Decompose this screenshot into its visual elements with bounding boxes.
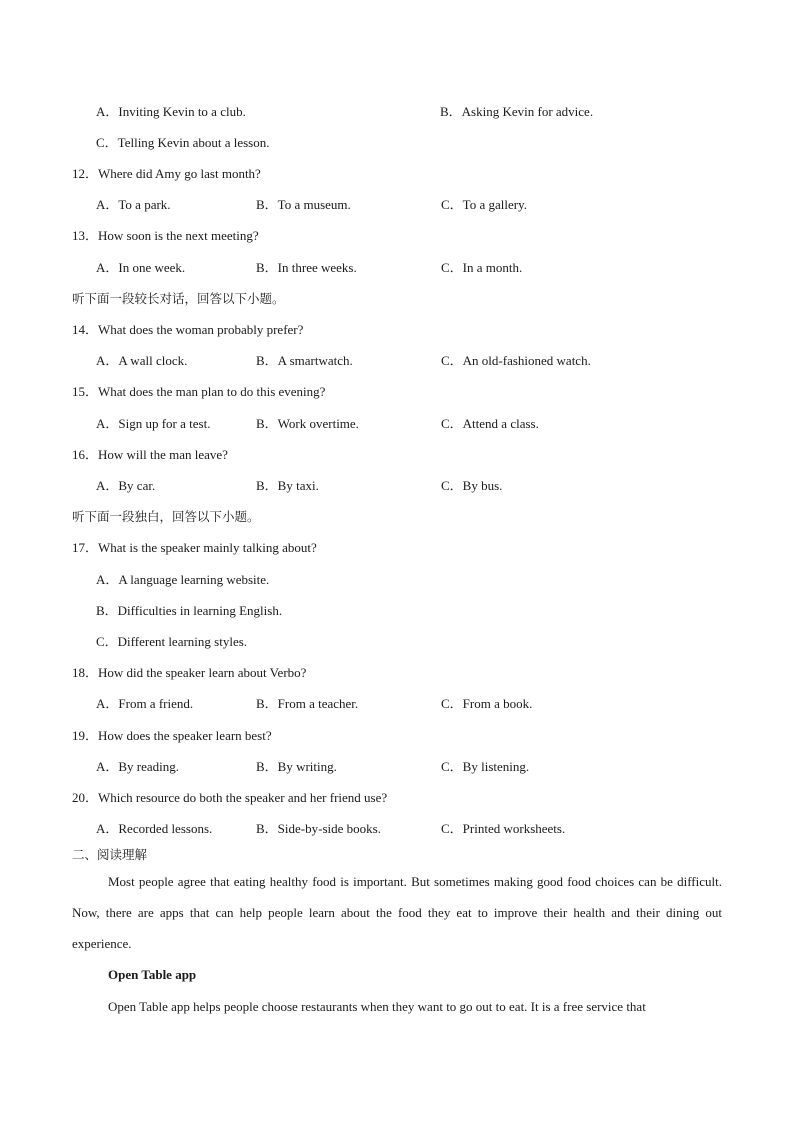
q11-option-c: C．Telling Kevin about a lesson.: [96, 135, 270, 150]
q20-option-c: C．Printed worksheets.: [441, 821, 566, 836]
q14-stem-row: [0, 320, 794, 340]
q11-options-row1: [0, 102, 794, 122]
q16-stem-row: [0, 445, 794, 465]
q19-stem: 19．How does the speaker learn best?: [72, 728, 272, 743]
q14-option-b: B．A smartwatch.: [256, 353, 353, 368]
app1-paragraph: Open Table app helps people choose restaurants when they want to go out to eat. It is a free service that: [108, 999, 646, 1014]
q16-options: [0, 476, 794, 496]
q12-option-a: A．To a park.: [96, 197, 171, 212]
q19-stem-row: [0, 726, 794, 746]
q19-option-a: A．By reading.: [96, 759, 180, 774]
q20-stem: 20．Which resource do both the speaker and her friend use?: [72, 790, 388, 805]
q18-option-b: B．From a teacher.: [256, 696, 359, 711]
q19-option-b: B．By writing.: [256, 759, 337, 774]
q13-option-b: B．In three weeks.: [256, 260, 357, 275]
q18-stem-row: [0, 663, 794, 683]
q17-option-b-row: [0, 601, 794, 621]
q13-option-a: A．In one week.: [96, 260, 186, 275]
q16-stem: 16．How will the man leave?: [72, 447, 228, 462]
q14-stem: 14．What does the woman probably prefer?: [72, 322, 304, 337]
q15-options: [0, 414, 794, 434]
section-long-dialogue: 听下面一段较长对话，回答以下小题。: [72, 291, 285, 306]
q17-option-a: A．A language learning website.: [96, 572, 270, 587]
q12-options: [0, 195, 794, 215]
q18-stem: 18．How did the speaker learn about Verbo?: [72, 665, 307, 680]
q18-option-a: A．From a friend.: [96, 696, 194, 711]
q20-options: [0, 819, 794, 839]
q16-option-b: B．By taxi.: [256, 478, 319, 493]
q12-stem-row: [0, 164, 794, 184]
q18-options: [0, 694, 794, 714]
q20-option-b: B．Side-by-side books.: [256, 821, 381, 836]
q13-option-c: C．In a month.: [441, 260, 523, 275]
q20-stem-row: [0, 788, 794, 808]
q20-option-a: A．Recorded lessons.: [96, 821, 213, 836]
q17-stem-row: [0, 538, 794, 558]
section-monologue: 听下面一段独白，回答以下小题。: [72, 509, 260, 524]
q17-option-a-row: [0, 570, 794, 590]
q13-stem: 13．How soon is the next meeting?: [72, 228, 259, 243]
app1-title: Open Table app: [108, 967, 197, 982]
q12-option-c: C．To a gallery.: [441, 197, 527, 212]
reading-intro-paragraph: Most people agree that eating healthy food is important. But sometimes making good food choices can be difficult. Now, there are apps that can help people learn about the food they eat to improve their health and their dining out experience.: [72, 874, 722, 951]
q14-options: [0, 351, 794, 371]
q11-option-b: B．Asking Kevin for advice.: [440, 104, 594, 119]
q17-option-c-row: [0, 632, 794, 652]
q15-option-c: C．Attend a class.: [441, 416, 539, 431]
q14-option-c: C．An old-fashioned watch.: [441, 353, 591, 368]
q15-option-b: B．Work overtime.: [256, 416, 359, 431]
q19-options: [0, 757, 794, 777]
q14-option-a: A．A wall clock.: [96, 353, 188, 368]
q11-option-a: A．Inviting Kevin to a club.: [96, 104, 246, 119]
q13-stem-row: [0, 226, 794, 246]
q15-option-a: A．Sign up for a test.: [96, 416, 211, 431]
q17-option-c: C．Different learning styles.: [96, 634, 248, 649]
q13-options: [0, 258, 794, 278]
q15-stem-row: [0, 382, 794, 402]
q11-options-row2: [0, 133, 794, 153]
q15-stem: 15．What does the man plan to do this evening?: [72, 384, 326, 399]
q16-option-c: C．By bus.: [441, 478, 503, 493]
q19-option-c: C．By listening.: [441, 759, 530, 774]
q16-option-a: A．By car.: [96, 478, 156, 493]
q18-option-c: C．From a book.: [441, 696, 533, 711]
section-reading: 二、阅读理解: [72, 847, 148, 862]
q17-option-b: B．Difficulties in learning English.: [96, 603, 283, 618]
q17-stem: 17．What is the speaker mainly talking about?: [72, 540, 317, 555]
q12-stem: 12．Where did Amy go last month?: [72, 166, 261, 181]
q12-option-b: B．To a museum.: [256, 197, 351, 212]
